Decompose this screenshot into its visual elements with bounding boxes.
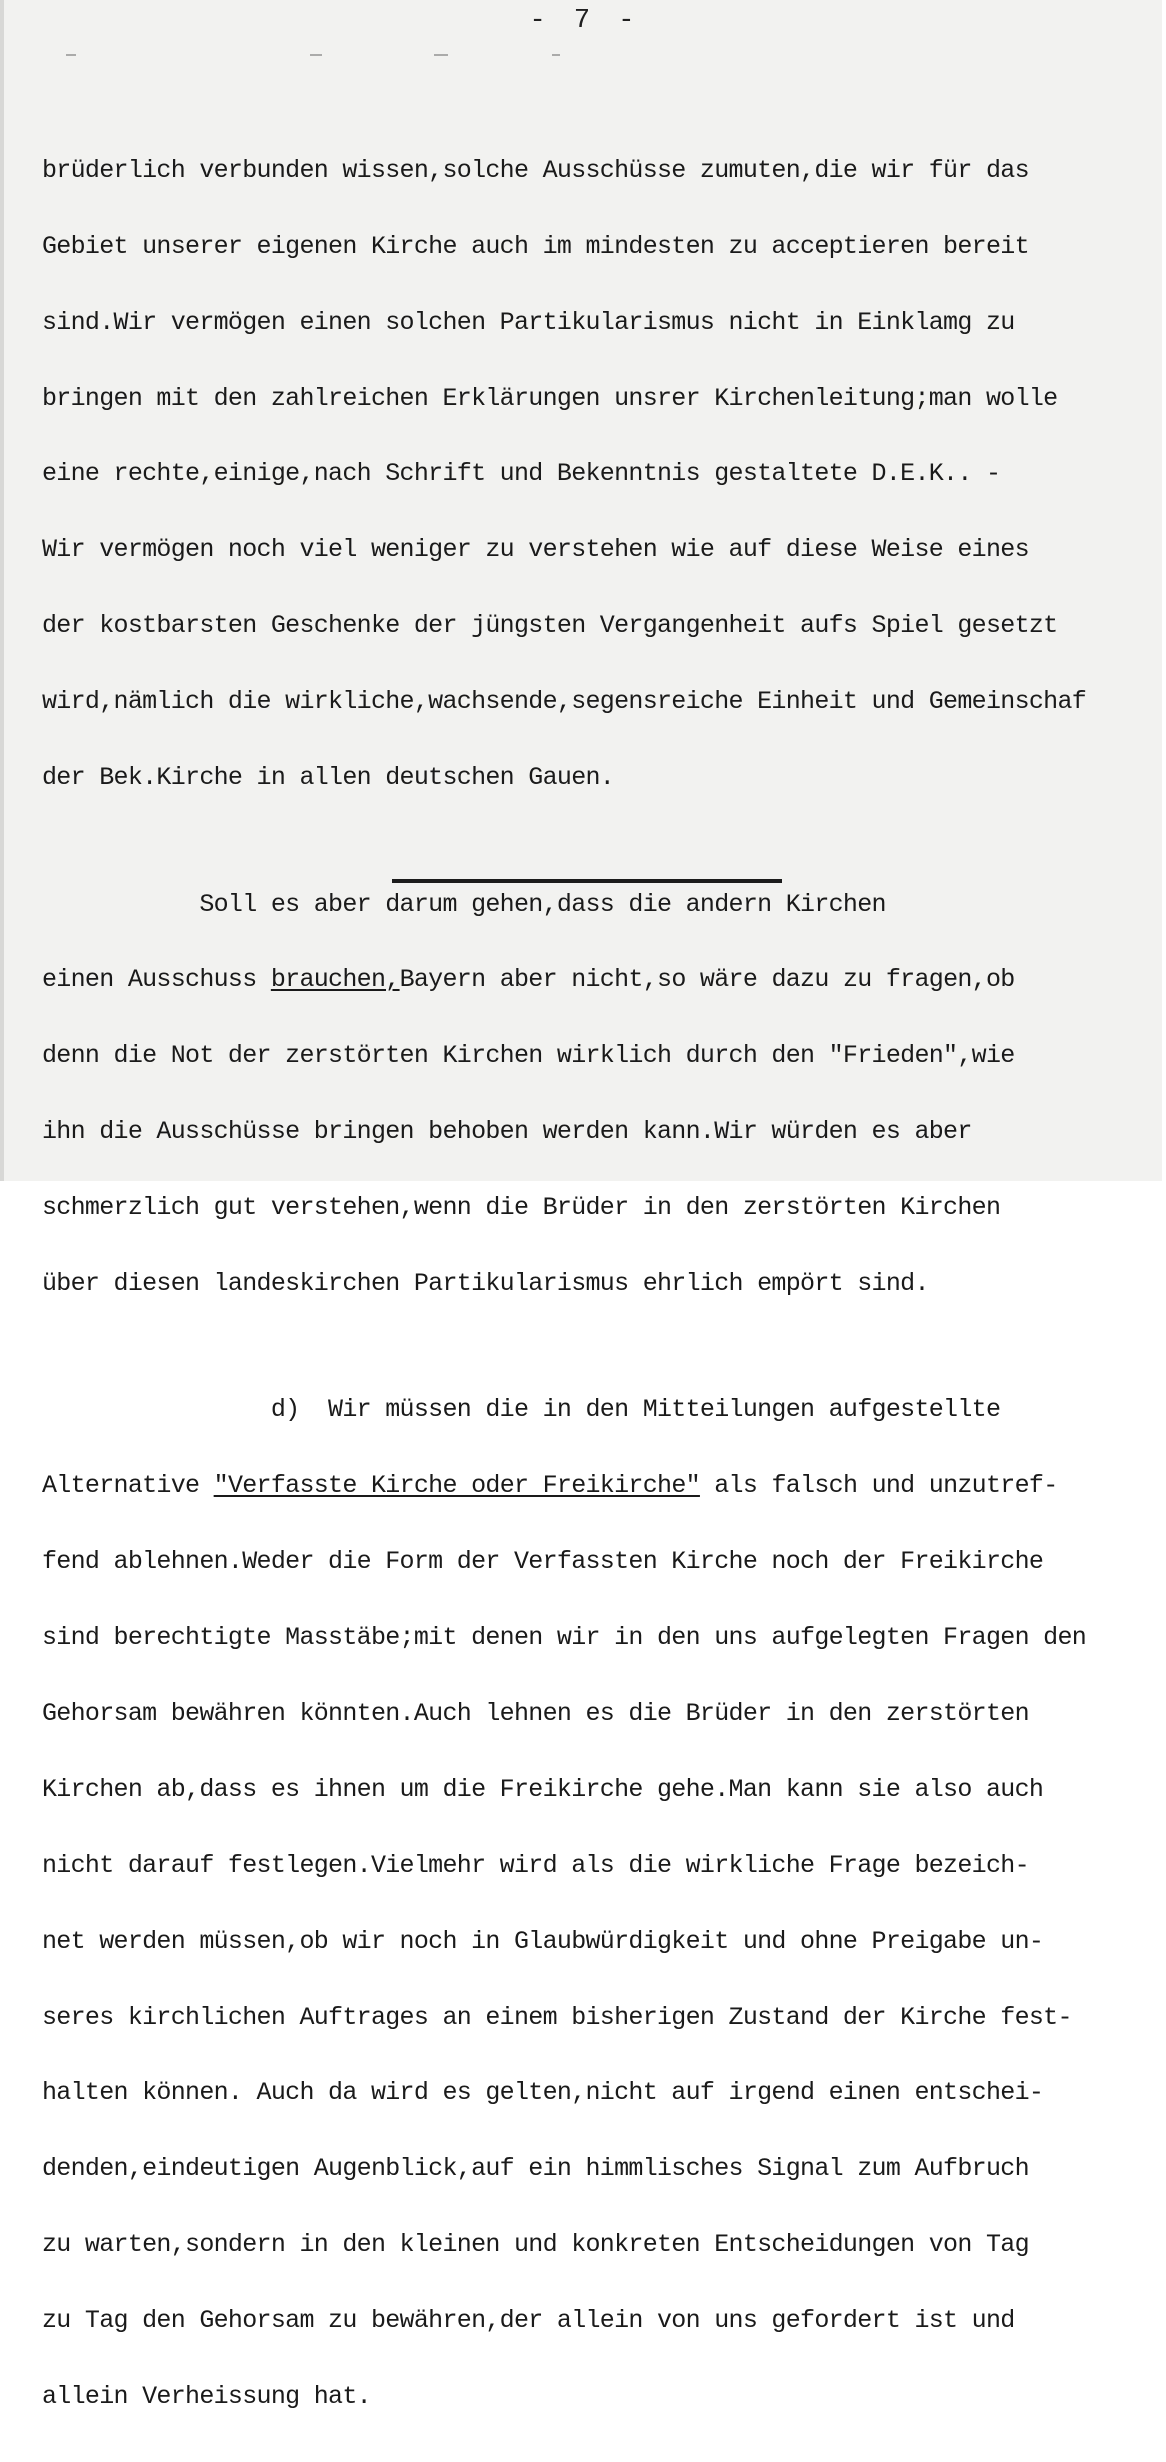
stray-mark	[552, 54, 560, 56]
text-line: sind berechtigte Masstäbe;mit denen wir in den uns aufgelegten Fragen den	[42, 1623, 1087, 1653]
text-line: nicht darauf festlegen.Vielmehr wird als die wirkliche Frage bezeich-	[42, 1850, 1029, 1880]
text-line: wird,nämlich die wirkliche,wachsende,segensreiche Einheit und Gemeinschaf	[42, 687, 1087, 717]
text-line: Wir vermögen noch viel weniger zu verstehen wie auf diese Weise eines	[42, 535, 1029, 565]
page-number: - 7 -	[529, 6, 641, 36]
text-segment: Alternative	[42, 1471, 214, 1501]
text-line: halten können. Auch da wird es gelten,nicht auf irgend einen entschei-	[42, 2078, 1044, 2108]
stray-mark	[310, 54, 322, 56]
underlined-phrase: "Verfasste Kirche oder Freikirche"	[213, 1471, 700, 1501]
text-segment: Bayern aber nicht,so wäre dazu zu fragen,ob	[399, 965, 1015, 995]
text-line: Gehorsam bewähren könnten.Auch lehnen es die Brüder in den zerstörten	[42, 1699, 1029, 1728]
text-line: der kostbarsten Geschenke der jüngsten Vergangenheit aufs Spiel gesetzt	[42, 611, 1058, 641]
text-line: brüderlich verbunden wissen,solche Ausschüsse zumuten,die wir für das	[42, 155, 1029, 185]
body-text	[42, 82, 1162, 2460]
text-line: schmerzlich gut verstehen,wenn die Brüder in den zerstörten Kirchen	[42, 1193, 1001, 1223]
text-line: eine rechte,einige,nach Schrift und Bekenntnis gestaltete D.E.K.. -	[42, 459, 1001, 489]
text-line: Kirchen ab,dass es ihnen um die Freikirche gehe.Man kann sie also auch	[42, 1774, 1044, 1804]
text-line: der Bek.Kirche in allen deutschen Gauen.	[42, 763, 615, 793]
closing-rule	[392, 879, 782, 883]
text-line: Gebiet unserer eigenen Kirche auch im mindesten zu acceptieren bereit	[42, 231, 1029, 261]
text-line: d) Wir müssen die in den Mitteilungen aufgestellte	[42, 1395, 1001, 1425]
text-line: zu Tag den Gehorsam zu bewähren,der allein von uns gefordert ist und	[42, 2306, 1015, 2336]
text-line: net werden müssen,ob wir noch in Glaubwürdigkeit und ohne Preigabe un-	[42, 1926, 1044, 1956]
text-line: denn die Not der zerstörten Kirchen wirklich durch den "Frieden",wie	[42, 1041, 1015, 1071]
text-line: bringen mit den zahlreichen Erklärungen unsrer Kirchenleitung;man wolle	[42, 383, 1058, 413]
text-line: Soll es aber darum gehen,dass die andern Kirchen	[42, 889, 886, 919]
text-line	[42, 1471, 1162, 1501]
underlined-word: brauchen,	[270, 965, 400, 995]
text-line: denden,eindeutigen Augenblick,auf ein himmlisches Signal zum Aufbruch	[42, 2154, 1029, 2184]
text-line: über diesen landeskirchen Partikularismus ehrlich empört sind.	[42, 1268, 929, 1298]
text-segment: einen Ausschuss	[42, 965, 271, 995]
stray-typewriter-marks	[4, 54, 1166, 66]
text-line: allein Verheissung hat.	[42, 2382, 371, 2412]
text-line: ihn die Ausschüsse bringen behoben werden kann.Wir würden es aber	[42, 1117, 972, 1147]
text-line: sind.Wir vermögen einen solchen Partikularismus nicht in Einklamg zu	[42, 307, 1015, 337]
stray-mark	[66, 54, 76, 56]
text-line	[42, 965, 1162, 995]
text-line: zu warten,sondern in den kleinen und konkreten Entscheidungen von Tag	[42, 2230, 1029, 2260]
text-segment: als falsch und unzutref-	[699, 1471, 1058, 1501]
text-line: seres kirchlichen Auftrages an einem bisherigen Zustand der Kirche fest-	[42, 2002, 1072, 2032]
text-line: fend ablehnen.Weder die Form der Verfassten Kirche noch der Freikirche	[42, 1547, 1044, 1577]
stray-mark	[434, 54, 448, 56]
